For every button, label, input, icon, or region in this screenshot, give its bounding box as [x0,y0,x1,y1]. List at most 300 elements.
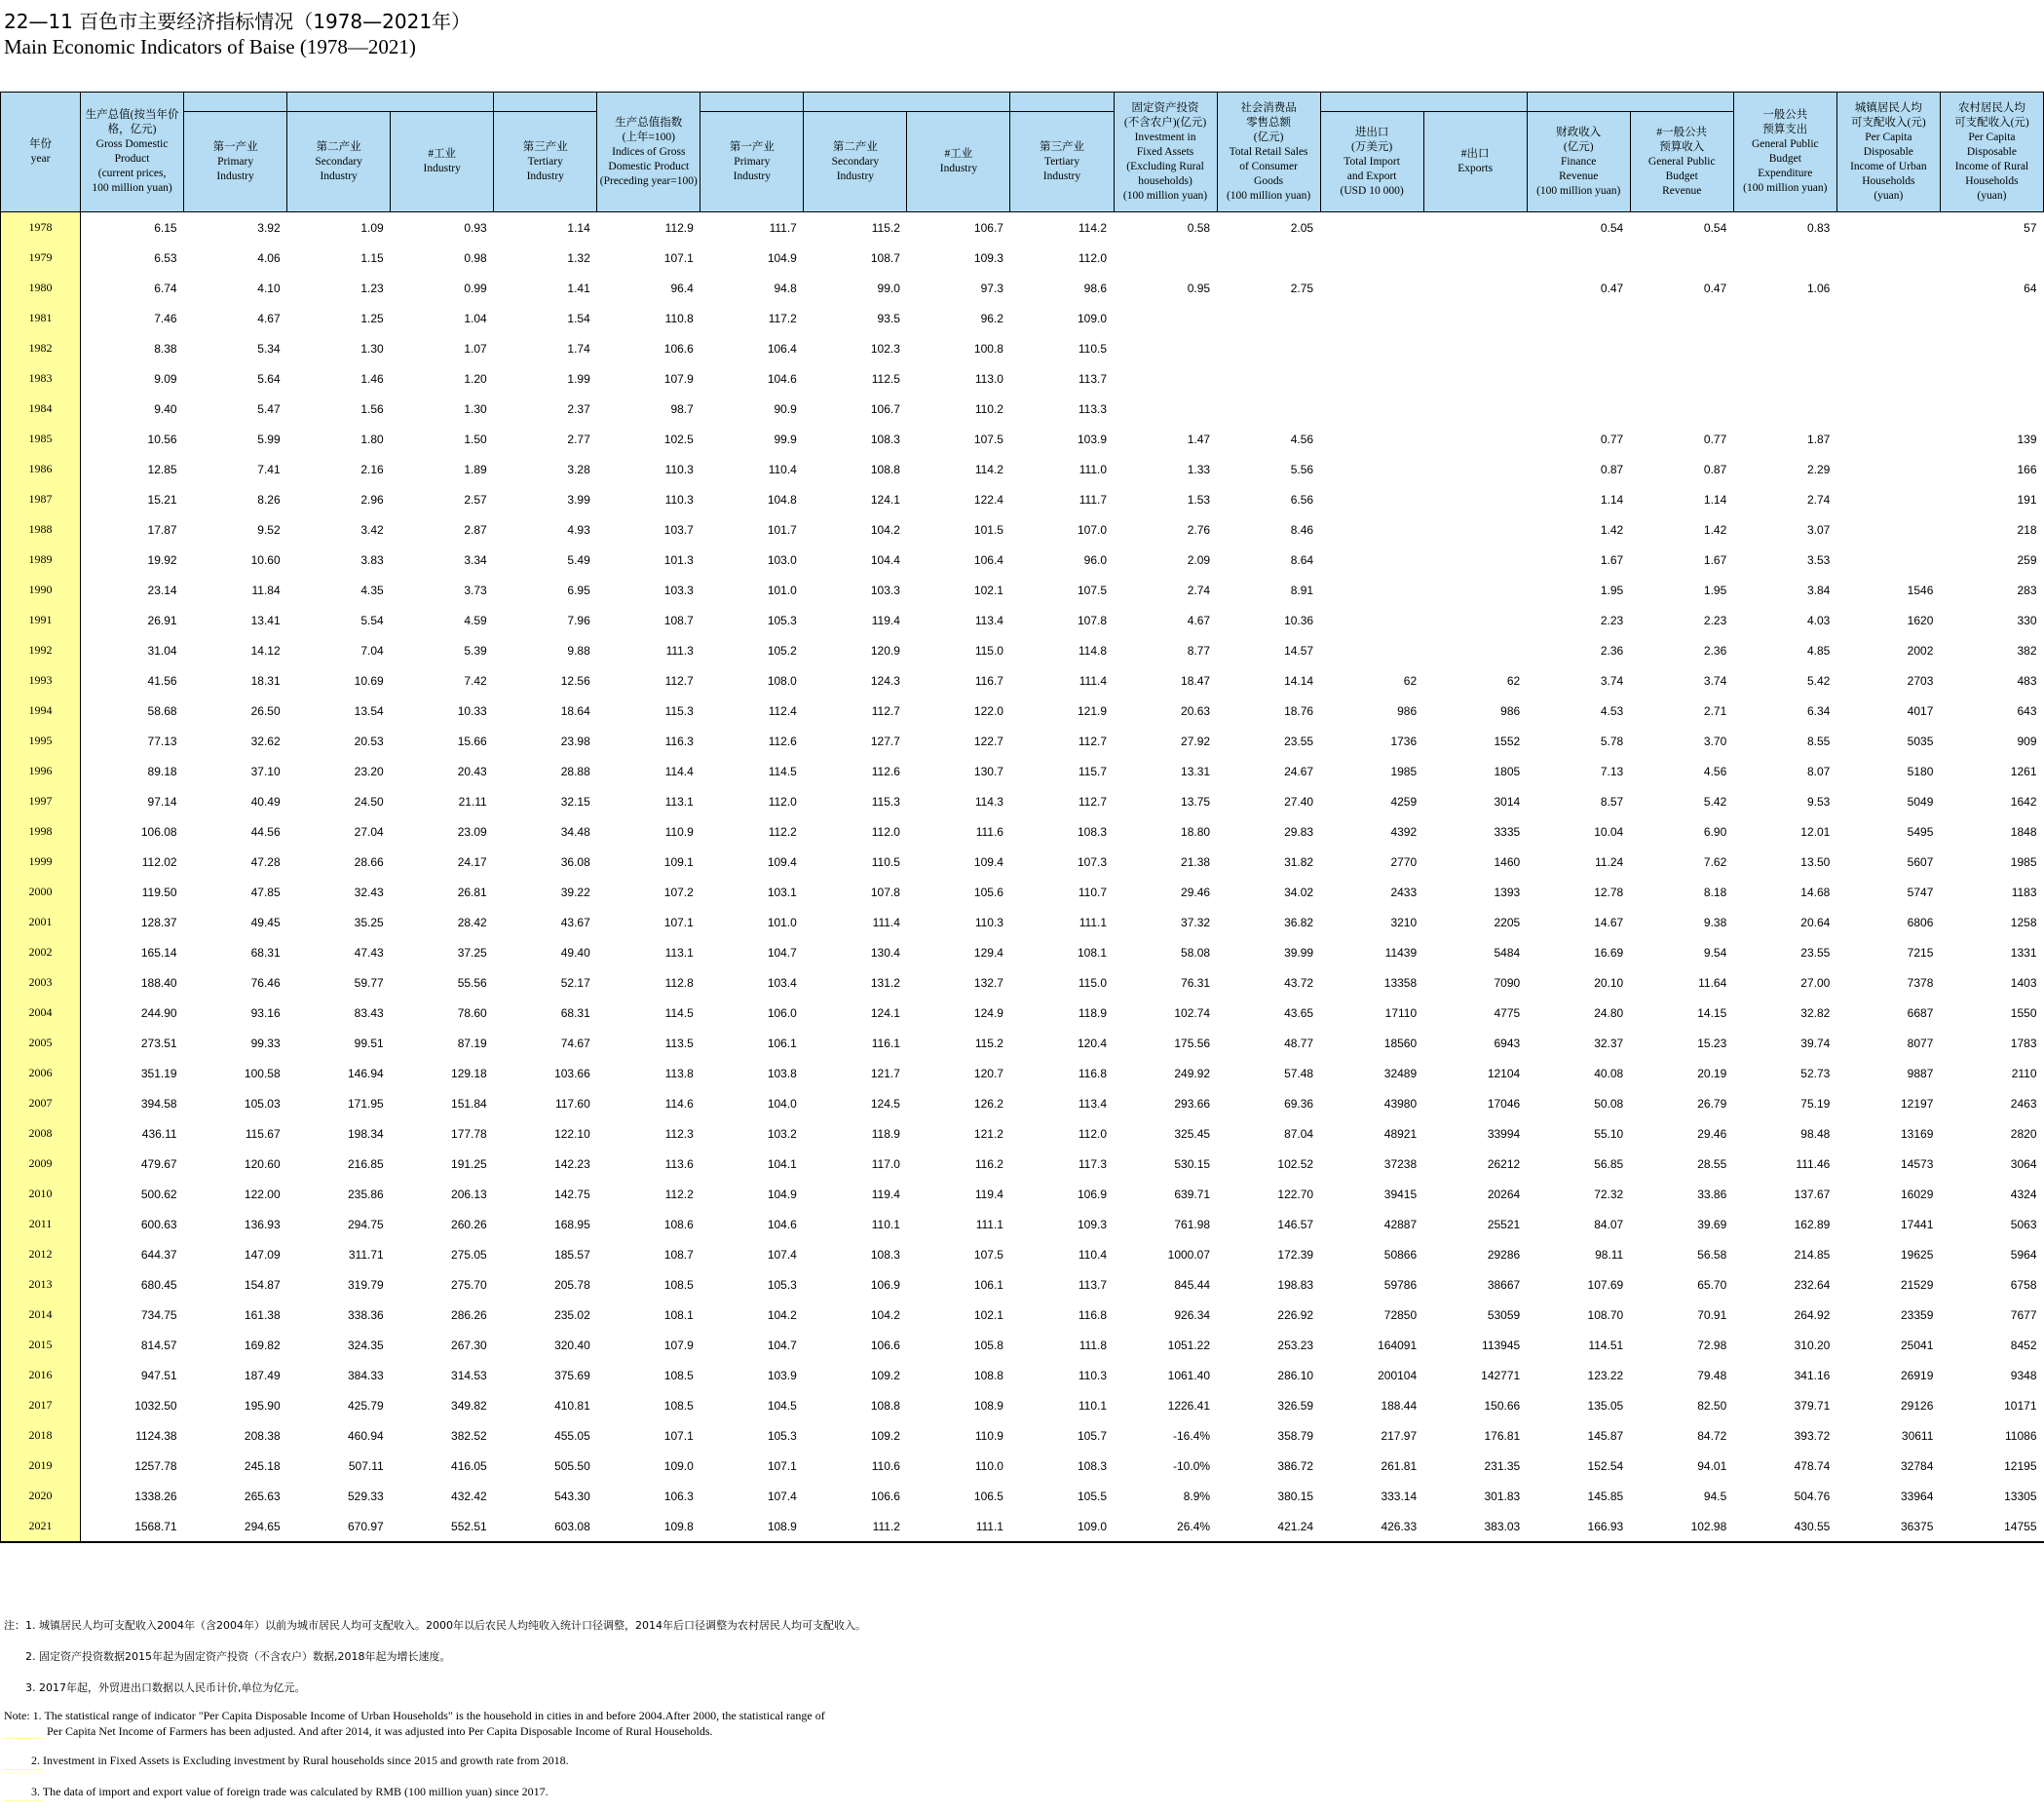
value-cell: 1.95 [1703,583,1727,597]
value-cell: 1257.78 [134,1458,177,1473]
value-cell: 43980 [1383,1096,1418,1111]
value-cell: 105.3 [767,1428,797,1443]
year-cell: 2018 [1,1420,81,1451]
value-cell: 36.82 [1284,915,1314,929]
value-cell: 32.37 [1594,1036,1624,1050]
value-cell: 142771 [1481,1368,1521,1382]
value-cell: 112.7 [1078,794,1107,809]
value-cell: 1805 [1494,764,1521,778]
value-cell [1423,454,1527,484]
value-cell: 2.77 [567,432,590,446]
value-cell: 115.7 [1078,764,1107,778]
value-cell: 4017 [1907,703,1934,718]
year-cell: 2001 [1,907,81,937]
value-cell: 0.95 [1187,281,1211,295]
table-row [1,1058,2044,1088]
value-cell [1836,394,1940,424]
value-cell: 18.80 [1181,824,1211,839]
value-cell: 126.2 [973,1096,1003,1111]
value-cell: 13.54 [354,703,384,718]
value-cell: 275.05 [451,1247,487,1262]
value-cell: 139 [2017,432,2037,446]
value-cell: 102.52 [1277,1156,1314,1171]
value-cell: 105.3 [767,1277,797,1292]
table-row [1,1451,2044,1481]
value-cell: 49.40 [560,945,590,960]
value-cell: 165.14 [140,945,177,960]
value-cell: 162.89 [1794,1217,1831,1231]
header-urban-income: 城镇居民人均 可支配收入(元) Per Capita Disposable Income of Urban Households (yuan) [1836,93,1940,212]
value-cell: 108.3 [1077,1458,1107,1473]
table-row [1,1481,2044,1511]
value-cell: 111.4 [1079,673,1107,688]
value-cell: 74.67 [560,1036,590,1050]
value-cell: 410.81 [554,1398,590,1413]
value-cell: 164091 [1378,1338,1418,1352]
value-cell: 1.67 [1600,552,1624,567]
value-cell: 107.8 [1077,613,1107,627]
value-cell: 13169 [1901,1126,1934,1141]
value-cell: 8077 [1907,1036,1934,1050]
value-cell [1217,394,1320,424]
value-cell: 108.5 [663,1398,694,1413]
value-cell: 65.70 [1697,1277,1727,1292]
value-cell: 947.51 [140,1368,177,1382]
value-cell: 124.1 [870,1005,900,1020]
value-cell: 76.31 [1181,975,1211,990]
value-cell: 8.91 [1290,583,1314,597]
value-cell: 479.67 [140,1156,177,1171]
value-cell: 108.7 [663,1247,694,1262]
value-cell: 8.55 [1806,734,1831,748]
value-cell: 286.10 [1277,1368,1314,1382]
value-cell: 314.53 [451,1368,487,1382]
value-cell: 130.4 [870,945,900,960]
value-cell: 244.90 [140,1005,177,1020]
value-cell: 109.0 [1077,311,1107,325]
value-cell: 116.2 [974,1156,1003,1171]
value-cell: 145.85 [1587,1489,1624,1503]
value-cell: 8.18 [1703,885,1727,899]
value-cell: 106.7 [870,401,900,416]
value-cell: 382.52 [451,1428,487,1443]
value-cell [1423,575,1527,605]
value-cell: 3.74 [1600,673,1624,688]
table-body [1,212,2044,1543]
value-cell: 114.8 [1078,643,1107,658]
value-cell: 29.83 [1284,824,1314,839]
value-cell [1836,212,1940,244]
value-cell: 72.32 [1594,1187,1624,1201]
value-cell: 97.3 [980,281,1003,295]
value-cell: 670.97 [287,1511,391,1542]
value-cell: 15.66 [457,734,487,748]
value-cell [1217,243,1320,273]
value-cell: 84.07 [1594,1217,1624,1231]
value-cell [1423,514,1527,545]
value-cell: 106.1 [973,1277,1003,1292]
value-cell: 639.71 [1174,1187,1211,1201]
value-cell: 107.1 [663,250,694,265]
value-cell: 111.1 [975,1217,1003,1231]
value-cell: 21.11 [458,794,487,809]
value-cell: 7.62 [1703,854,1727,869]
value-cell: 5180 [1907,764,1934,778]
value-cell: 105.6 [973,885,1003,899]
value-cell: 1338.26 [134,1489,177,1503]
value-cell: 188.40 [140,975,177,990]
value-cell: 8452 [2010,1338,2037,1352]
value-cell: 24.67 [1284,764,1314,778]
value-cell: 10.60 [250,552,281,567]
value-cell [1423,333,1527,363]
value-cell: 0.47 [1600,281,1624,295]
value-cell: 6806 [1907,915,1934,929]
value-cell: 108.5 [663,1277,694,1292]
value-cell: 108.1 [1077,945,1107,960]
value-cell: 23359 [1901,1307,1934,1322]
value-cell: 14.15 [1697,1005,1727,1020]
value-cell: 107.8 [870,885,900,899]
value-cell: 112.8 [664,975,694,990]
value-cell: 358.79 [1277,1428,1314,1443]
value-cell [1836,545,1940,575]
value-cell: 172.39 [1277,1247,1314,1262]
value-cell: 1985 [1390,764,1418,778]
value-cell: 29126 [1901,1398,1934,1413]
table-row [1,967,2044,998]
value-cell: 7.41 [257,462,281,476]
value-cell: 27.92 [1181,734,1211,748]
value-cell: 152.54 [1587,1458,1624,1473]
value-cell: 122.0 [973,703,1003,718]
value-cell: 115.3 [871,794,900,809]
value-cell: 110.9 [974,1428,1003,1443]
value-cell: 109.8 [597,1511,700,1542]
value-cell: 49.45 [250,915,281,929]
value-cell: 113.6 [664,1156,694,1171]
value-cell [1630,363,1733,394]
value-cell: 113945 [1482,1338,1521,1352]
value-cell: 78.60 [457,1005,487,1020]
value-cell: 119.4 [871,1187,900,1201]
value-cell: 430.55 [1733,1511,1836,1542]
value-cell: 5.64 [257,371,281,386]
value-cell: 59.77 [354,975,384,990]
value-cell: 114.6 [664,1096,694,1111]
value-cell: 10.33 [457,703,487,718]
value-cell: 103.7 [663,522,694,537]
value-cell: 1568.71 [81,1511,184,1542]
value-cell: 106.4 [973,552,1003,567]
header-index-tertiary: 第三产业 Tertiary Industry [1010,112,1114,212]
value-cell: 109.2 [870,1368,900,1382]
value-cell: 455.05 [554,1428,590,1443]
value-cell: 23.55 [1800,945,1831,960]
value-cell: 38667 [1487,1277,1521,1292]
value-cell: 115.67 [245,1126,281,1141]
value-cell: 120.60 [244,1156,281,1171]
header-revenue: 财政收入 (亿元) Finance Revenue (100 million yuan) [1527,112,1630,212]
value-cell [1940,363,2043,394]
year-cell: 2000 [1,877,81,907]
value-cell: 110.1 [1078,1398,1107,1413]
year-cell: 1992 [1,635,81,665]
value-cell: 2703 [1907,673,1934,688]
value-cell: 106.0 [767,1005,797,1020]
year-cell: 2007 [1,1088,81,1118]
value-cell: 11.84 [251,583,281,597]
value-cell: 4775 [1494,1005,1521,1020]
value-cell: 1403 [2010,975,2037,990]
value-cell: 235.02 [554,1307,590,1322]
header-gdp: 生产总值(按当年价格，亿元) Gross Domestic Product (current prices, 100 million yuan) [81,93,184,212]
year-cell: 1988 [1,514,81,545]
header-spacer [1010,93,1114,112]
value-cell: 112.7 [871,703,900,718]
value-cell: 58.08 [1181,945,1211,960]
header-trade: 进出口 (万美元) Total Import and Export (USD 10 000) [1320,112,1423,212]
value-cell: 12.85 [147,462,177,476]
value-cell: 1552 [1494,734,1521,748]
value-cell: 98.7 [670,401,694,416]
value-cell: 460.94 [347,1428,384,1443]
value-cell: 1.30 [360,341,384,356]
value-cell: 116.7 [974,673,1003,688]
value-cell: 3.83 [360,552,384,567]
value-cell: 103.0 [767,552,797,567]
table-row [1,1300,2044,1330]
value-cell [1423,303,1527,333]
value-cell: 9.88 [567,643,590,658]
value-cell [1320,212,1423,244]
value-cell [1733,394,1836,424]
value-cell: 77.13 [147,734,177,748]
table-row [1,726,2044,756]
value-cell: 111.3 [665,643,694,658]
value-cell: 112.4 [768,703,797,718]
year-cell: 1983 [1,363,81,394]
value-cell: 26.81 [457,885,487,899]
value-cell: 108.3 [870,1247,900,1262]
value-cell: 1620 [1907,613,1934,627]
value-cell: 100.58 [244,1066,281,1080]
header-public-revenue: #一般公共 预算收入 General Public Budget Revenue [1630,112,1733,212]
table-row [1,243,2044,273]
value-cell: 105.3 [767,613,797,627]
header-index-secondary: 第二产业 Secondary Industry [804,112,907,212]
header-year: 年份 year [1,93,81,212]
value-cell: 7.96 [567,613,590,627]
value-cell: 7.13 [1600,764,1624,778]
value-cell: 324.35 [347,1338,384,1352]
value-cell: 5964 [2010,1247,2037,1262]
year-cell: 2008 [1,1118,81,1149]
value-cell: 113.7 [1078,371,1107,386]
value-cell: 104.2 [870,522,900,537]
value-cell: 1.80 [360,432,384,446]
value-cell: 32489 [1383,1066,1418,1080]
value-cell: 99.9 [774,432,797,446]
value-cell [1527,394,1630,424]
value-cell: 105.2 [767,643,797,658]
value-cell: 2.76 [1187,522,1211,537]
value-cell: 1.89 [464,462,487,476]
header-spacer [184,93,287,112]
value-cell [1423,363,1527,394]
value-cell: 72.98 [1697,1338,1727,1352]
year-cell: 1979 [1,243,81,273]
value-cell: 59786 [1383,1277,1418,1292]
value-cell: 15.23 [1697,1036,1727,1050]
value-cell: 110.3 [664,462,694,476]
value-cell [1423,605,1527,635]
value-cell: 286.26 [451,1307,487,1322]
value-cell: 478.74 [1794,1458,1831,1473]
value-cell: 3210 [1390,915,1418,929]
value-cell: 48.77 [1284,1036,1314,1050]
year-cell: 2020 [1,1481,81,1511]
value-cell: 5484 [1494,945,1521,960]
value-cell: 166 [2017,462,2037,476]
table-row [1,1239,2044,1269]
value-cell [1320,454,1423,484]
table-row [1,575,2044,605]
value-cell: 301.83 [1484,1489,1521,1503]
value-cell: 245.18 [244,1458,281,1473]
value-cell: 28.42 [457,915,487,929]
value-cell: 94.01 [1697,1458,1727,1473]
value-cell: 2433 [1390,885,1418,899]
value-cell: 1.99 [567,371,590,386]
value-cell: 52.17 [560,975,590,990]
year-cell: 2012 [1,1239,81,1269]
table-row [1,1420,2044,1451]
value-cell: 1000.07 [1167,1247,1211,1262]
value-cell: 1.41 [567,281,590,295]
value-cell: 29.46 [1181,885,1211,899]
value-cell: 17046 [1487,1096,1521,1111]
value-cell: 101.0 [767,583,797,597]
value-cell [1940,303,2043,333]
header-spacer [1527,93,1733,112]
indicators-table [0,92,2044,1543]
value-cell: 6.90 [1703,824,1727,839]
page-title-en: Main Economic Indicators of Baise (1978—2021) [4,35,416,58]
value-cell: 5.47 [257,401,281,416]
value-cell: 293.66 [1174,1096,1211,1111]
value-cell: 87.19 [457,1036,487,1050]
value-cell: 106.9 [1077,1187,1107,1201]
value-cell: 114.4 [664,764,694,778]
value-cell: 349.82 [451,1398,487,1413]
value-cell: 4.56 [1703,764,1727,778]
year-cell: 1996 [1,756,81,786]
value-cell: 18.76 [1284,703,1314,718]
value-cell: 216.85 [347,1156,384,1171]
value-cell: 68.31 [560,1005,590,1020]
value-cell: 129.18 [451,1066,487,1080]
value-cell: 507.11 [348,1458,384,1473]
value-cell: 101.3 [663,552,694,567]
value-cell: 2205 [1494,915,1521,929]
value-cell [1630,394,1733,424]
value-cell: 1460 [1494,854,1521,869]
value-cell: 383.03 [1423,1511,1527,1542]
value-cell: 112.6 [871,764,900,778]
value-cell: 104.9 [767,250,797,265]
value-cell: 176.81 [1484,1428,1521,1443]
value-cell [1836,333,1940,363]
value-cell: 93.16 [250,1005,281,1020]
note-cn-3: 3. 2017年起，外贸进出口数据以人民币计价,单位为亿元。 [25,1681,306,1694]
value-cell: 37.10 [250,764,281,778]
value-cell: 113.4 [1078,1096,1107,1111]
table-row [1,273,2044,303]
value-cell: 7.04 [360,643,384,658]
value-cell: 232.64 [1794,1277,1831,1292]
value-cell: 1550 [2010,1005,2037,1020]
value-cell: 142.75 [554,1187,590,1201]
value-cell: 1.06 [1806,281,1831,295]
value-cell: 27.04 [354,824,384,839]
value-cell: 110.8 [664,311,694,325]
value-cell: 6.15 [154,220,177,235]
value-cell: 2.36 [1703,643,1727,658]
value-cell: 2820 [2010,1126,2037,1141]
value-cell [1320,424,1423,454]
table-row [1,1118,2044,1149]
value-cell: 0.87 [1703,462,1727,476]
year-cell: 2016 [1,1360,81,1390]
value-cell: 9.52 [257,522,281,537]
value-cell: 122.70 [1277,1187,1314,1201]
value-cell: 115.0 [1078,975,1107,990]
value-cell: 113.1 [664,945,694,960]
value-cell: 7378 [1907,975,1934,990]
value-cell: 112.0 [871,824,900,839]
value-cell: 103.66 [554,1066,590,1080]
value-cell: 1226.41 [1167,1398,1211,1413]
value-cell: 47.28 [250,854,281,869]
header-primary: 第一产业 Primary Industry [184,112,287,212]
value-cell: 351.19 [140,1066,177,1080]
value-cell: 115.0 [974,643,1003,658]
value-cell: 3.74 [1703,673,1727,688]
page-title-cn: 22—11 百色市主要经济指标情况（1978—2021年） [4,10,472,33]
value-cell: 13358 [1383,975,1418,990]
value-cell: 8.77 [1187,643,1211,658]
year-cell: 2005 [1,1028,81,1058]
value-cell: 40.08 [1594,1066,1624,1080]
value-cell: 102.5 [663,432,694,446]
value-cell: 104.9 [767,1187,797,1201]
value-cell: 986 [1500,703,1521,718]
value-cell: 1258 [2010,915,2037,929]
value-cell: 108.9 [700,1511,804,1542]
value-cell: 18.31 [250,673,281,688]
value-cell: 8.07 [1806,764,1831,778]
value-cell: 11.24 [1595,854,1624,869]
value-cell: 112.7 [664,673,694,688]
value-cell: 98.11 [1595,1247,1624,1262]
value-cell: 1393 [1494,885,1521,899]
value-cell: 273.51 [140,1036,177,1050]
value-cell: 84.72 [1697,1428,1727,1443]
value-cell: 32.43 [354,885,384,899]
value-cell: 25521 [1487,1217,1521,1231]
value-cell: 1.09 [360,220,384,235]
